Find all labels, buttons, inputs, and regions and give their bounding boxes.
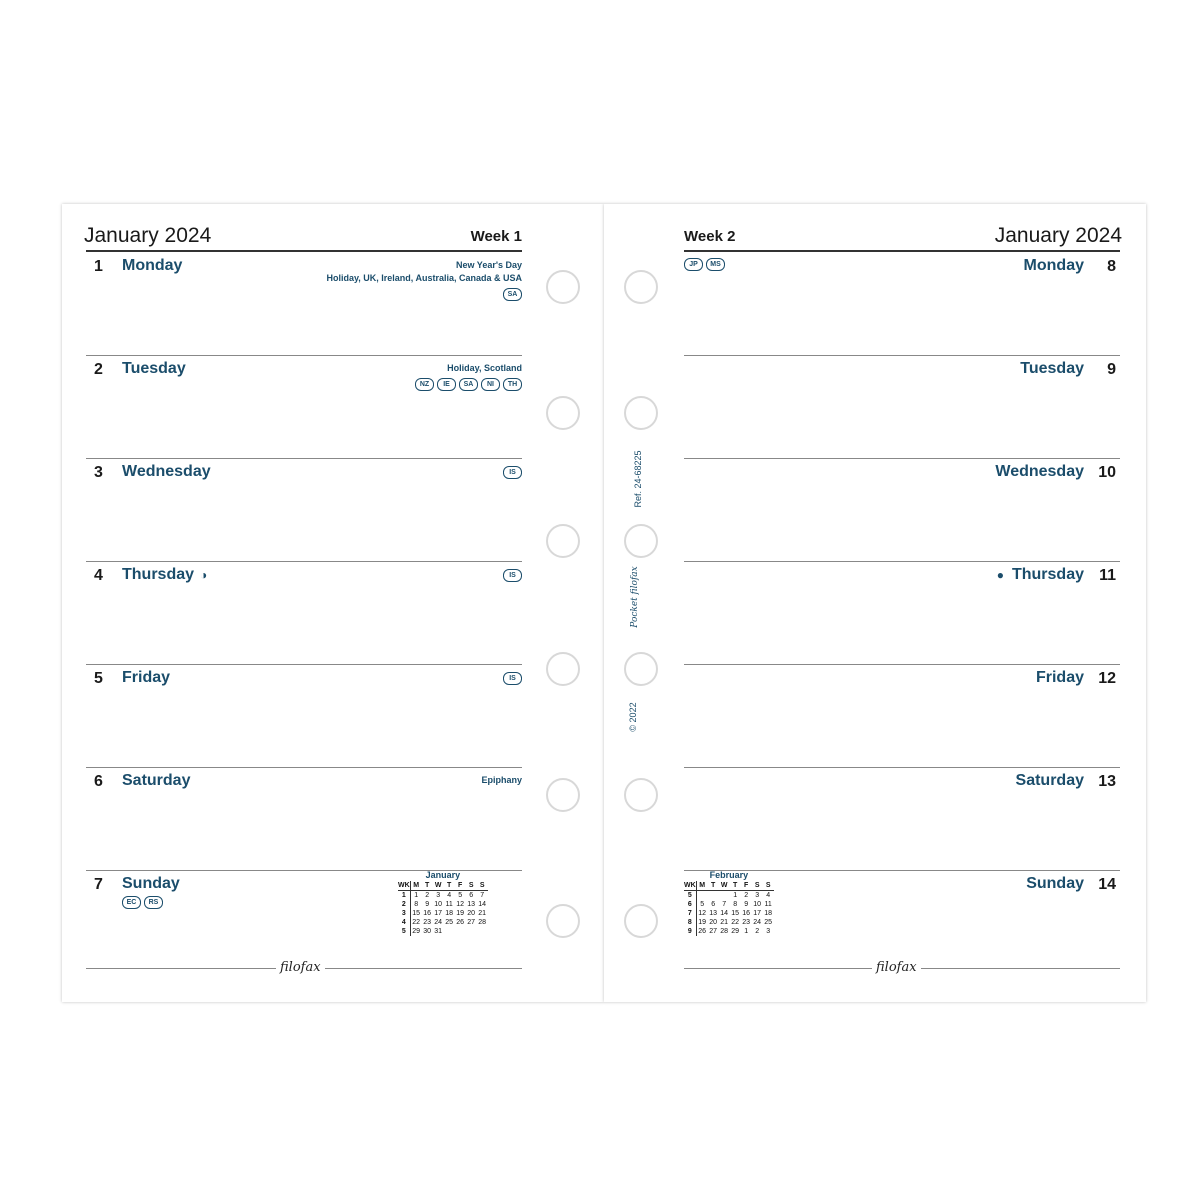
day-block [684, 355, 1120, 457]
day-name-label: Saturday [1015, 772, 1084, 789]
day-block [86, 252, 522, 354]
day-divider [684, 561, 1120, 562]
mini-calendar-cell: 8 [733, 901, 738, 908]
day-name [1036, 669, 1084, 687]
mini-calendar-header-cell: W [433, 881, 444, 891]
day-number: 12 [1098, 670, 1116, 687]
mini-calendar-cell: 8 [684, 918, 696, 927]
day-name [122, 566, 207, 584]
mini-calendar-cell [455, 927, 466, 936]
mini-calendar-cell: 6 [469, 892, 474, 899]
day-divider [86, 767, 522, 768]
punch-hole [546, 270, 580, 304]
region-badges [503, 288, 522, 301]
day-block [86, 664, 522, 766]
day-block [86, 458, 522, 560]
mini-calendar-cell: 4 [766, 892, 771, 899]
mini-calendar-cell: 2 [744, 892, 749, 899]
mini-calendar-header-cell: M [410, 881, 422, 891]
mini-calendar-cell: 29 [412, 928, 421, 935]
mini-calendar-cell: 15 [412, 910, 421, 917]
right-month-title: January 2024 [994, 224, 1122, 247]
mini-calendar-cell: 2 [398, 900, 410, 909]
day-number: 13 [1098, 773, 1116, 790]
left-diary-page [62, 204, 604, 1002]
day-number: 6 [94, 773, 103, 790]
day-name-label: Thursday [1011, 566, 1084, 583]
region-badge: MS [706, 258, 725, 271]
punch-hole [546, 396, 580, 430]
mini-calendar-cell: 5 [458, 892, 463, 899]
day-name [122, 669, 170, 687]
day-divider [86, 458, 522, 459]
mini-calendar-header-cell: S [763, 881, 774, 891]
region-badge: IS [503, 672, 522, 685]
region-badge: EC [122, 896, 141, 909]
mini-calendar-cell: 16 [742, 910, 751, 917]
mini-calendar-cell: 24 [753, 919, 762, 926]
day-number: 11 [1099, 567, 1116, 584]
mini-calendar-cell: 5 [700, 901, 705, 908]
day-block [86, 561, 522, 663]
mini-calendar-header-cell: T [708, 881, 719, 891]
punch-hole [624, 904, 658, 938]
mini-calendar-cell [708, 891, 719, 901]
mini-calendar-cell: 19 [698, 919, 707, 926]
mini-calendar-cell: 5 [684, 891, 696, 901]
day-number: 9 [1107, 361, 1116, 378]
mini-calendar-header-cell: W [719, 881, 730, 891]
mini-calendar-header-cell: T [422, 881, 433, 891]
mini-calendar-cell: 7 [480, 892, 485, 899]
region-badge: IS [503, 466, 522, 479]
mini-calendar-cell: 3 [755, 892, 760, 899]
day-number: 7 [94, 876, 103, 893]
left-footer-logo: filofax [276, 960, 325, 975]
mini-calendar-cell: 21 [720, 919, 729, 926]
mini-calendar-cell: 20 [709, 919, 718, 926]
mini-calendar-cell: 20 [467, 910, 476, 917]
day-name-label: Tuesday [122, 360, 186, 377]
day-divider [86, 664, 522, 665]
day-divider [684, 767, 1120, 768]
mini-calendar-cell: 21 [478, 910, 487, 917]
mini-calendar-cell: 9 [744, 901, 749, 908]
day-number: 4 [94, 567, 103, 584]
new-moon-icon: ● [996, 568, 1004, 582]
mini-calendar-cell: 4 [398, 918, 410, 927]
day-name-label: Sunday [1026, 875, 1084, 892]
day-name-label: Friday [1035, 669, 1084, 686]
mini-calendar-cell: 9 [425, 901, 430, 908]
region-badge: NZ [415, 378, 434, 391]
mini-calendar-cell: 28 [720, 928, 729, 935]
right-diary-page [604, 204, 1146, 1002]
mini-calendar-header-cell: M [696, 881, 708, 891]
mini-calendar-cell: 2 [755, 928, 760, 935]
mini-calendar-cell [477, 927, 488, 936]
day-name-label: Monday [1023, 257, 1084, 274]
day-name [1024, 257, 1084, 275]
mini-calendar-cell: 12 [456, 901, 465, 908]
day-name [1020, 360, 1084, 378]
last-quarter-moon-icon: ◑ [200, 568, 208, 582]
holiday-note: Holiday, Scotland [447, 363, 522, 373]
mini-calendar-cell: 2 [425, 892, 430, 899]
mini-calendar-cell: 17 [753, 910, 762, 917]
day-name [997, 566, 1084, 584]
mini-calendar-cell: 7 [684, 909, 696, 918]
mini-calendar-cell: 1 [414, 892, 419, 899]
mini-calendar-cell: 14 [720, 910, 729, 917]
mini-calendar-cell: 18 [445, 910, 454, 917]
day-block [684, 252, 1120, 354]
mini-calendar-cell: 3 [766, 928, 771, 935]
day-name [995, 463, 1084, 481]
mini-calendar-cell: 26 [456, 919, 465, 926]
punch-hole [546, 524, 580, 558]
mini-calendar-cell: 10 [753, 901, 762, 908]
mini-calendar-cell: 31 [434, 928, 443, 935]
day-block [86, 767, 522, 869]
punch-hole [624, 270, 658, 304]
mini-calendar-cell: 15 [731, 910, 740, 917]
day-number: 2 [94, 361, 103, 378]
punch-hole [546, 778, 580, 812]
punch-hole [546, 652, 580, 686]
day-name-label: Friday [122, 669, 171, 686]
mini-calendar-header-cell: WK [684, 882, 696, 889]
day-name [122, 463, 211, 481]
day-name-label: Thursday [122, 566, 195, 583]
day-name-label: Sunday [122, 875, 180, 892]
day-number: 14 [1098, 876, 1116, 893]
right-mini-calendar [684, 870, 774, 936]
day-number: 1 [94, 258, 103, 275]
day-number: 5 [94, 670, 103, 687]
mini-calendar-cell [696, 891, 708, 901]
region-badge: NI [481, 378, 500, 391]
day-name-label: Tuesday [1020, 360, 1084, 377]
day-name [1016, 772, 1084, 790]
region-badges [122, 896, 163, 909]
mini-calendar-header-cell: F [455, 881, 466, 891]
region-badge: IE [437, 378, 456, 391]
mini-calendar-cell: 7 [722, 901, 727, 908]
mini-calendar-cell: 19 [456, 910, 465, 917]
mini-calendar-cell: 5 [398, 927, 410, 936]
punch-hole [624, 652, 658, 686]
day-block [684, 561, 1120, 663]
day-divider [86, 355, 522, 356]
mini-calendar-cell: 11 [764, 901, 772, 908]
mini-calendar-cell [466, 927, 477, 936]
region-badge: IS [503, 569, 522, 582]
mini-calendar-cell: 29 [731, 928, 740, 935]
mini-calendar-cell: 11 [445, 901, 453, 908]
mini-calendar-title: February [709, 870, 749, 880]
region-badges [415, 378, 522, 391]
mini-calendar-cell: 30 [423, 928, 432, 935]
day-name-label: Wednesday [995, 463, 1084, 480]
day-divider [684, 458, 1120, 459]
day-divider [684, 664, 1120, 665]
mini-calendar-cell: 1 [398, 891, 410, 901]
mini-calendar-cell: 6 [684, 900, 696, 909]
day-name-label: Saturday [122, 772, 191, 789]
mini-calendar-cell: 3 [398, 909, 410, 918]
day-divider [86, 561, 522, 562]
day-block [684, 767, 1120, 869]
day-name-label: Wednesday [122, 463, 211, 480]
mini-calendar-header-cell: S [477, 881, 488, 891]
region-badge: SA [459, 378, 478, 391]
mini-calendar-cell: 25 [764, 919, 773, 926]
mini-calendar-cell: 24 [434, 919, 443, 926]
holiday-note: Holiday, UK, Ireland, Australia, Canada & USA [326, 273, 522, 283]
holiday-note: Epiphany [481, 775, 522, 785]
mini-calendar-cell: 6 [711, 901, 716, 908]
mini-calendar-cell: 4 [447, 892, 452, 899]
mini-calendar-cell: 1 [744, 928, 749, 935]
day-name [122, 257, 182, 275]
punch-hole [624, 524, 658, 558]
mini-calendar-cell: 17 [434, 910, 443, 917]
mini-calendar-header-cell: S [752, 881, 763, 891]
left-week-label: Week 1 [470, 228, 522, 245]
mini-calendar-header-cell: T [730, 881, 741, 891]
mini-calendar-cell: 14 [478, 901, 487, 908]
region-badges [503, 466, 522, 479]
mini-calendar-cell: 8 [414, 901, 419, 908]
mini-calendar-title: January [425, 870, 461, 880]
mini-calendar-cell [719, 891, 730, 901]
mini-calendar-cell: 22 [731, 919, 740, 926]
day-name-label: Monday [122, 257, 183, 274]
region-badges [503, 672, 522, 685]
mini-calendar-cell: 23 [742, 919, 751, 926]
mini-calendar-cell: 27 [709, 928, 718, 935]
spine-ref-text: Ref. 24-68225 [633, 450, 643, 508]
region-badges [503, 569, 522, 582]
region-badge: JP [684, 258, 703, 271]
spine-brand-text: Pocket filofax [630, 566, 640, 628]
punch-hole [624, 396, 658, 430]
mini-calendar-header-cell: S [466, 881, 477, 891]
punch-hole [624, 778, 658, 812]
left-month-title: January 2024 [84, 224, 212, 247]
mini-calendar-header-cell: F [741, 881, 752, 891]
spine-copyright-text: © 2022 [628, 702, 638, 732]
day-name [122, 772, 190, 790]
holiday-note: New Year's Day [455, 260, 522, 270]
mini-calendar-cell: 26 [698, 928, 707, 935]
day-number: 10 [1098, 464, 1116, 481]
day-divider [684, 355, 1120, 356]
mini-calendar-cell: 22 [412, 919, 421, 926]
mini-calendar-header-cell: T [444, 881, 455, 891]
day-block [86, 355, 522, 457]
region-badge: SA [503, 288, 522, 301]
mini-calendar-cell: 13 [467, 901, 476, 908]
mini-calendar-cell: 25 [445, 919, 454, 926]
mini-calendar-cell: 23 [423, 919, 432, 926]
mini-calendar-cell: 9 [684, 927, 696, 936]
mini-calendar-cell: 13 [709, 910, 718, 917]
day-name [1026, 875, 1084, 893]
mini-calendar-cell: 10 [434, 901, 443, 908]
right-week-label: Week 2 [684, 228, 736, 245]
mini-calendar-cell: 16 [423, 910, 432, 917]
mini-calendar-cell: 1 [733, 892, 738, 899]
right-footer-logo: filofax [872, 960, 921, 975]
day-number: 3 [94, 464, 103, 481]
mini-calendar-cell: 27 [467, 919, 476, 926]
day-block [684, 458, 1120, 560]
day-block [684, 664, 1120, 766]
day-number: 8 [1107, 258, 1116, 275]
mini-calendar-cell: 12 [698, 910, 707, 917]
day-name [122, 875, 180, 893]
day-name [122, 360, 186, 378]
region-badge: RS [144, 896, 163, 909]
mini-calendar-cell: 28 [478, 919, 487, 926]
left-mini-calendar [398, 870, 488, 936]
punch-hole [546, 904, 580, 938]
mini-calendar-cell [444, 927, 455, 936]
mini-calendar-cell: 3 [436, 892, 441, 899]
mini-calendar-header-cell: WK [398, 882, 410, 889]
region-badge: TH [503, 378, 522, 391]
mini-calendar-cell: 18 [764, 910, 773, 917]
